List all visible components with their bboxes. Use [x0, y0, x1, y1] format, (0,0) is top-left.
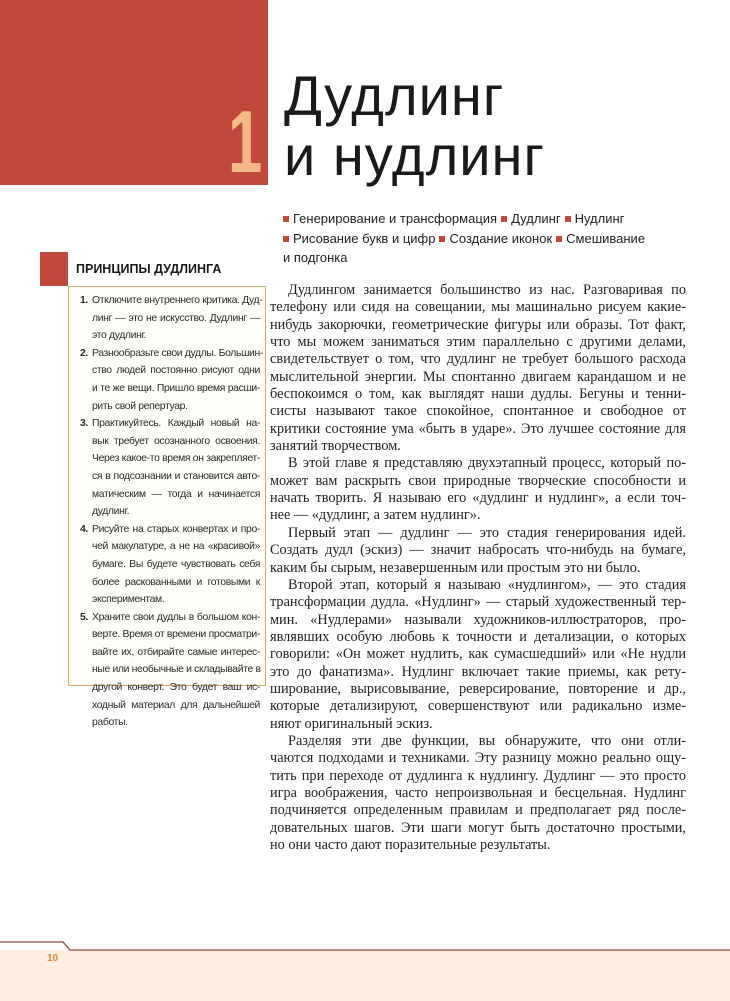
- paragraph-line: подчиняется определенным правилам и предполагает ряд после-: [270, 802, 686, 819]
- paragraph-line: довательных шагов. Эти шаги могут быть достаточно простыми,: [270, 819, 686, 836]
- topic-item: Генерирование и трансформация: [293, 211, 498, 226]
- paragraph-line: нибудь закорючки, геометрические фигуры или образы. Тот факт,: [270, 316, 686, 333]
- paragraph-line: беспокоимся о том, как выглядят наши дудлы. Бегуны и тенни-: [270, 386, 686, 403]
- paragraph-line: критики состояние ума «быть в ударе». Это лучшее состояние для: [270, 420, 686, 437]
- principle-line: и те же вещи. Пришло время расши-: [92, 382, 260, 394]
- topic-line: [283, 229, 683, 249]
- principle-line: верте. Время от времени просматри-: [92, 629, 260, 641]
- paragraph-line: но они часто дают поразительные результаты.: [270, 837, 551, 853]
- paragraph-line: систы называют такое спокойное, спонтанное и свободное от: [270, 403, 686, 420]
- paragraph-line: Разделяя эти две функции, вы обнаружите, что они отли-: [288, 732, 686, 749]
- paragraph-line: говорили: «Он может нудлить, как сумасшедший» или «Не нудли: [270, 646, 686, 663]
- paragraph-line: Второй этап, который я называю «нудлингом», — это стадия: [288, 576, 686, 593]
- principle-line: Храните свои дудлы в большом кон-: [92, 611, 260, 623]
- paragraph-line: трансформации дудла. «Нудлинг» — старый художественный тер-: [270, 594, 686, 611]
- paragraph-line: занятий творчеством.: [270, 438, 401, 455]
- principle-item: [80, 415, 260, 521]
- principle-line: линг — это не искусство. Дудлинг —: [92, 312, 260, 324]
- principle-line: ные или необычные и складывайте в: [92, 664, 261, 676]
- paragraph: [270, 455, 686, 524]
- paragraph-line: Первый этап — дудлинг — это стадия генерирования идей.: [288, 524, 686, 541]
- topic-item: Создание иконок: [449, 230, 553, 246]
- paragraph-line: может вам раскрыть свои природные творческие способности и: [270, 472, 686, 489]
- bullet-square-icon: [501, 216, 507, 222]
- bullet-square-icon: [283, 216, 289, 222]
- paragraph-line: ширование, вырисовывание, реверсирование, повторение и др.,: [270, 680, 686, 697]
- paragraph-line: В этой главе я представляю двухэтапный процесс, который по-: [288, 455, 686, 472]
- principle-number: 5.: [80, 611, 88, 623]
- paragraph-line: которые детализируют, совершенствуют или радикально изме-: [270, 698, 686, 715]
- principle-line: вайте их, отбирайте самые интерес-: [92, 646, 260, 658]
- principle-line: работы.: [92, 717, 128, 729]
- paragraph-line: свидетельствует о том, что дудлинг не требует большого расхода: [270, 351, 686, 368]
- sidebar-title: ПРИНЦИПЫ ДУДЛИНГА: [76, 262, 222, 276]
- principle-line: ходный материал для дальнейшей: [92, 699, 260, 711]
- principle-number: 1.: [80, 295, 88, 306]
- principle-line: более раскованными и готовыми к: [92, 576, 260, 588]
- principle-line: рить свой репертуар.: [92, 400, 188, 412]
- topic-item: Нудлинг: [574, 211, 625, 226]
- paragraph: [270, 282, 686, 455]
- principles-list: [80, 292, 264, 732]
- paragraph: [270, 733, 686, 854]
- paragraph-line: Дудлингом занимается большинство из нас. Разговаривая по: [288, 282, 686, 298]
- principle-line: экспериментам.: [92, 594, 165, 606]
- chapter-title-line: и нудлинг: [284, 124, 545, 187]
- principle-line: Разнообразьте свои дудлы. Большин-: [92, 347, 264, 359]
- topic-item: Смешивание: [566, 230, 646, 246]
- paragraph-line: являвших особую любовь к точности и детализации, о которых: [270, 628, 686, 645]
- topic-item: и подгонка: [283, 250, 348, 265]
- principle-number: 4.: [80, 523, 88, 535]
- principle-line: это дудлинг.: [92, 330, 147, 342]
- paragraph-line: телефону или сидя на совещании, мы машинально рисуем какие-: [270, 299, 686, 316]
- bullet-square-icon: [439, 236, 445, 242]
- principle-line: Практикуйтесь. Каждый новый на-: [92, 418, 260, 430]
- page-number: 10: [47, 953, 59, 964]
- chapter-number: 1: [228, 92, 263, 191]
- body-text: [270, 282, 686, 854]
- bullet-square-icon: [283, 236, 289, 242]
- bullet-square-icon: [565, 216, 571, 222]
- principle-number: 3.: [80, 418, 88, 430]
- principle-line: бумаге. Вы будете чувствовать себя: [92, 558, 260, 570]
- principle-line: Рисуйте на старых конвертах и про-: [92, 523, 260, 535]
- principle-item: [80, 521, 260, 609]
- principle-number: 2.: [80, 347, 88, 359]
- topic-line: [283, 248, 683, 268]
- paragraph-line: нее — «дудлинг, а затем нудлинг».: [270, 507, 481, 524]
- paragraph-line: это до фанатизма». Нудлинг включает такие приемы, как рету-: [270, 663, 686, 680]
- paragraph: [270, 525, 686, 577]
- chapter-title: [284, 66, 545, 186]
- bullet-square-icon: [556, 236, 562, 242]
- chapter-topics: [283, 209, 683, 268]
- principle-line: вык требует осознанного освоения.: [92, 435, 260, 447]
- principle-line: ся в подсознании и становится авто-: [92, 470, 260, 482]
- sidebar-tab-marker: [40, 252, 68, 286]
- paragraph: [270, 577, 686, 733]
- paragraph-line: чаются подходами и техниками. Эту разницу можно реально ощу-: [270, 750, 686, 767]
- principle-line: Отключите внутреннего критика. Дуд-: [92, 295, 263, 306]
- principle-line: чей макулатуре, а не на «красивой»: [92, 541, 260, 553]
- paragraph-line: игра воображения, часто непроизвольная и бесцельная. Нудлинг: [270, 784, 686, 801]
- paragraph-line: что мы можем заниматься этим параллельно с другими делами,: [270, 334, 686, 351]
- chapter-title-line: Дудлинг: [284, 64, 505, 127]
- principle-item: [80, 345, 264, 415]
- topic-item: Дудлинг: [511, 211, 561, 226]
- paragraph-line: мыслительной энергии. Мы спонтанно двигаем карандашом и не: [270, 368, 686, 385]
- paragraph-line: каким бы сырым, незавершенным или простым это ни было.: [270, 559, 641, 576]
- principle-line: дудлинг.: [92, 506, 130, 518]
- paragraph-line: мин. «Нудлерами» называли художников-иллюстраторов, про-: [270, 611, 686, 628]
- paragraph-line: няют оригинальный эскиз.: [270, 715, 433, 732]
- principle-line: ство людей постоянно рисуют одни: [92, 365, 260, 377]
- paragraph-line: тить при переходе от дудлинга к нудлингу. Дудлинг — это просто: [270, 767, 686, 784]
- principle-item: [80, 609, 260, 732]
- principle-line: другой конверт. Это будет ваш ис-: [92, 682, 260, 694]
- paragraph-line: начать творить. Я называю его «дудлинг и нудлинг», а если точ-: [270, 490, 686, 507]
- footer-band: [0, 950, 730, 1001]
- principle-line: Через какое-то время он закрепляет-: [92, 453, 260, 465]
- principle-line: матическим — тогда и начинается: [92, 488, 260, 500]
- principle-item: [80, 292, 263, 345]
- topic-item: Рисование букв и цифр: [293, 230, 436, 246]
- paragraph-line: Создать дудл (эскиз) — значит набросать что-нибудь на бумаге,: [270, 542, 686, 559]
- topic-line: [283, 209, 683, 229]
